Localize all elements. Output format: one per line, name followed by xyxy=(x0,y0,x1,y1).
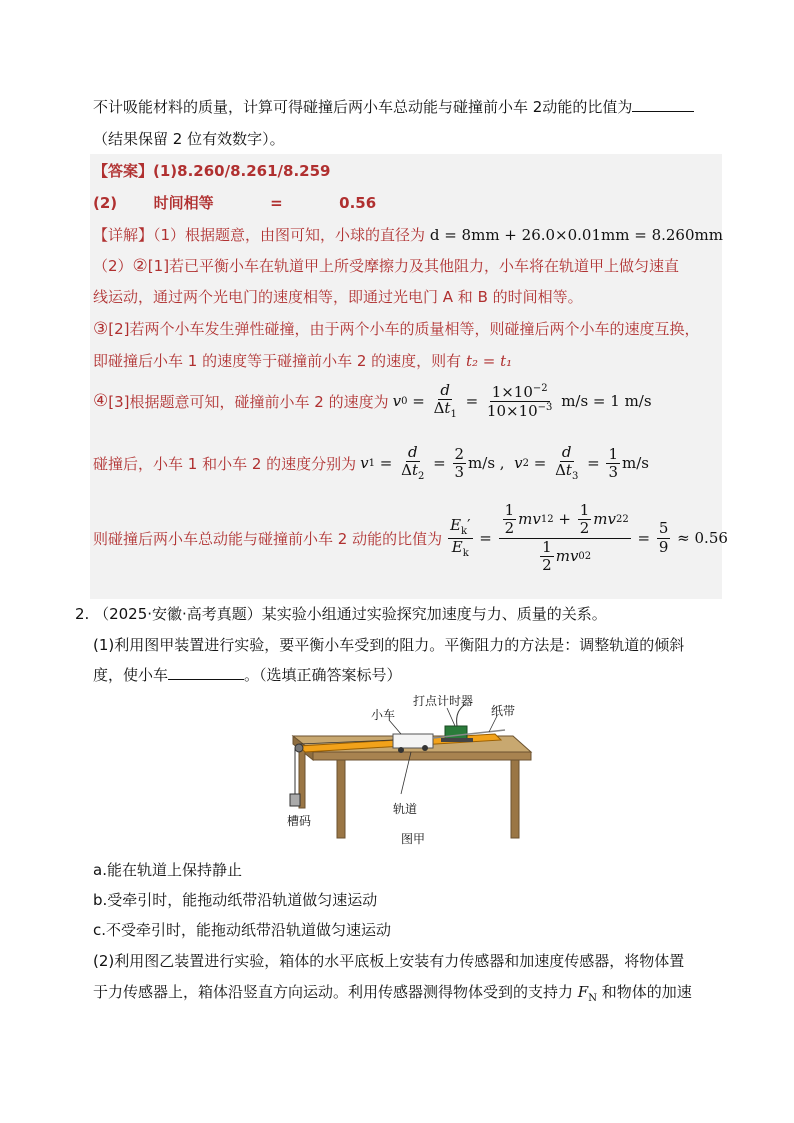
time-equation: t₂ = t₁ xyxy=(465,352,513,370)
answer-line-1 xyxy=(93,160,330,181)
diameter-equation: d = 8mm + 26.0×0.01mm = 8.260mm xyxy=(429,226,723,244)
explain-text-8: 则碰撞后两小车总动能与碰撞前小车 2 动能的比值为 xyxy=(93,529,443,548)
label-weight: 槽码 xyxy=(287,814,312,828)
explain-line-7 xyxy=(93,444,649,483)
v0-equation: v 0 = $\frac{d}{\Delta t_1}$ = $\frac{1\times 10^{-2}}{10\times 10^{-3}}$ m/s = 1 m/s xyxy=(392,381,652,421)
answer-part-2b: = xyxy=(270,194,283,212)
explain-line-2 xyxy=(93,255,679,276)
explain-line-3: 线运动，通过两个光电门的速度相等，即通过光电门 A 和 B 的时间相等。 xyxy=(93,288,583,306)
intro-text-1: 不计吸能材料的质量，计算可得碰撞后两小车总动能与碰撞前小车 2动能的比值为 xyxy=(93,98,633,116)
option-b: b.受牵引时，能拖动纸带沿轨道做匀速运动 xyxy=(93,891,378,909)
circled-2-marker: ② xyxy=(132,256,148,276)
answer-label: 【答案】 xyxy=(93,162,154,180)
question-title: （2025·安徽·高考真题）某实验小组通过实验探究加速度与力、质量的关系。 xyxy=(94,605,607,623)
answer-part-1: (1)8.260/8.261/8.259 xyxy=(153,162,331,180)
q2-answer-blank xyxy=(168,679,244,680)
option-c: c.不受牵引时，能拖动纸带沿轨道做匀速运动 xyxy=(93,921,392,939)
q2-part2-line1: (2)利用图乙装置进行实验，箱体的水平底板上安装有力传感器和加速度传感器，将物体置 xyxy=(93,952,685,970)
intro-line-2: （结果保留 2 位有效数字）。 xyxy=(93,130,285,148)
v1-v2-equation: v 1 = $\frac{d}{\Delta t_2}$ = $\frac{2}{3}$ m/s , v 2 = $\frac{d}{\Delta t_3}$ = $\frac{1}{3}$ m/s xyxy=(360,443,649,483)
explain-text-6: [3]根据题意可知，碰撞前小车 2 的速度为 xyxy=(108,392,389,411)
circled-4-marker: ④ xyxy=(93,391,109,412)
explain-line-1 xyxy=(93,224,723,245)
explain-line-6 xyxy=(93,382,652,421)
figure-caption: 图甲 xyxy=(401,832,426,846)
support-force-symbol: F xyxy=(577,983,589,1001)
explain-text-5: 即碰撞后小车 1 的速度等于碰撞前小车 2 的速度，则有 xyxy=(93,352,462,370)
ratio-result: ≈ 0.56 xyxy=(677,529,728,547)
question-number: 2. xyxy=(75,605,90,623)
energy-ratio-equation: $\frac{E_k'}{E_k}$ = $\frac{1}{2}$ mv 1 2 + $\frac{1}{2}$ mv 2 2 $\frac{1}{2}$ mv 0 2 = $\frac{5}{9}$ ≈ 0.56 xyxy=(450,501,728,574)
answer-line-2 xyxy=(93,192,376,213)
explain-pre-2: （2） xyxy=(93,257,133,275)
answer-part-2c: 0.56 xyxy=(339,194,377,212)
explain-line-5 xyxy=(93,350,512,371)
label-tape: 纸带 xyxy=(491,704,516,718)
figure-jia xyxy=(285,690,535,848)
q2-part2-text-b: 和物体的加速 xyxy=(601,983,692,1001)
option-a: a.能在轨道上保持静止 xyxy=(93,861,242,879)
explain-text-2: [1]若已平衡小车在轨道甲上所受摩擦力及其他阻力，小车将在轨道甲上做匀速直 xyxy=(147,257,680,275)
q2-part2-text-a: 于力传感器上，箱体沿竖直方向运动。利用传感器测得物体受到的支持力 xyxy=(93,983,574,1001)
explain-text-4: [2]若两个小车发生弹性碰撞，由于两个小车的质量相等，则碰撞后两个小车的速度互换， xyxy=(108,320,700,338)
explain-text-7: 碰撞后，小车 1 和小车 2 的速度分别为 xyxy=(93,454,357,473)
q2-part2-line2: 于力传感器上，箱体沿竖直方向运动。利用传感器测得物体受到的支持力 $F_N$ 和物体的加速 xyxy=(93,983,692,1004)
circled-3-marker: ③ xyxy=(93,319,109,339)
label-cart: 小车 xyxy=(371,708,396,722)
explain-label: 【详解】 xyxy=(93,226,154,244)
q2-part1-text-b: 。（选填正确答案标号） xyxy=(244,666,402,684)
intro-line-1 xyxy=(93,96,694,117)
question-2-title xyxy=(75,603,607,624)
answer-part-2-index: (2) xyxy=(93,194,118,212)
explain-text-1: （1）根据题意，由图可知，小球的直径为 xyxy=(153,226,426,244)
q2-part1-text-a: 度，使小车 xyxy=(93,666,169,684)
answer-part-2a: 时间相等 xyxy=(153,194,214,212)
q2-part1-line1: (1)利用图甲装置进行实验，要平衡小车受到的阻力。平衡阻力的方法是：调整轨道的倾斜 xyxy=(93,636,685,654)
explain-line-4 xyxy=(93,318,700,339)
q2-part1-line2 xyxy=(93,664,402,685)
label-timer: 打点计时器 xyxy=(413,694,474,708)
explain-line-8 xyxy=(93,502,728,574)
answer-blank xyxy=(632,111,694,112)
label-track: 轨道 xyxy=(393,802,418,816)
